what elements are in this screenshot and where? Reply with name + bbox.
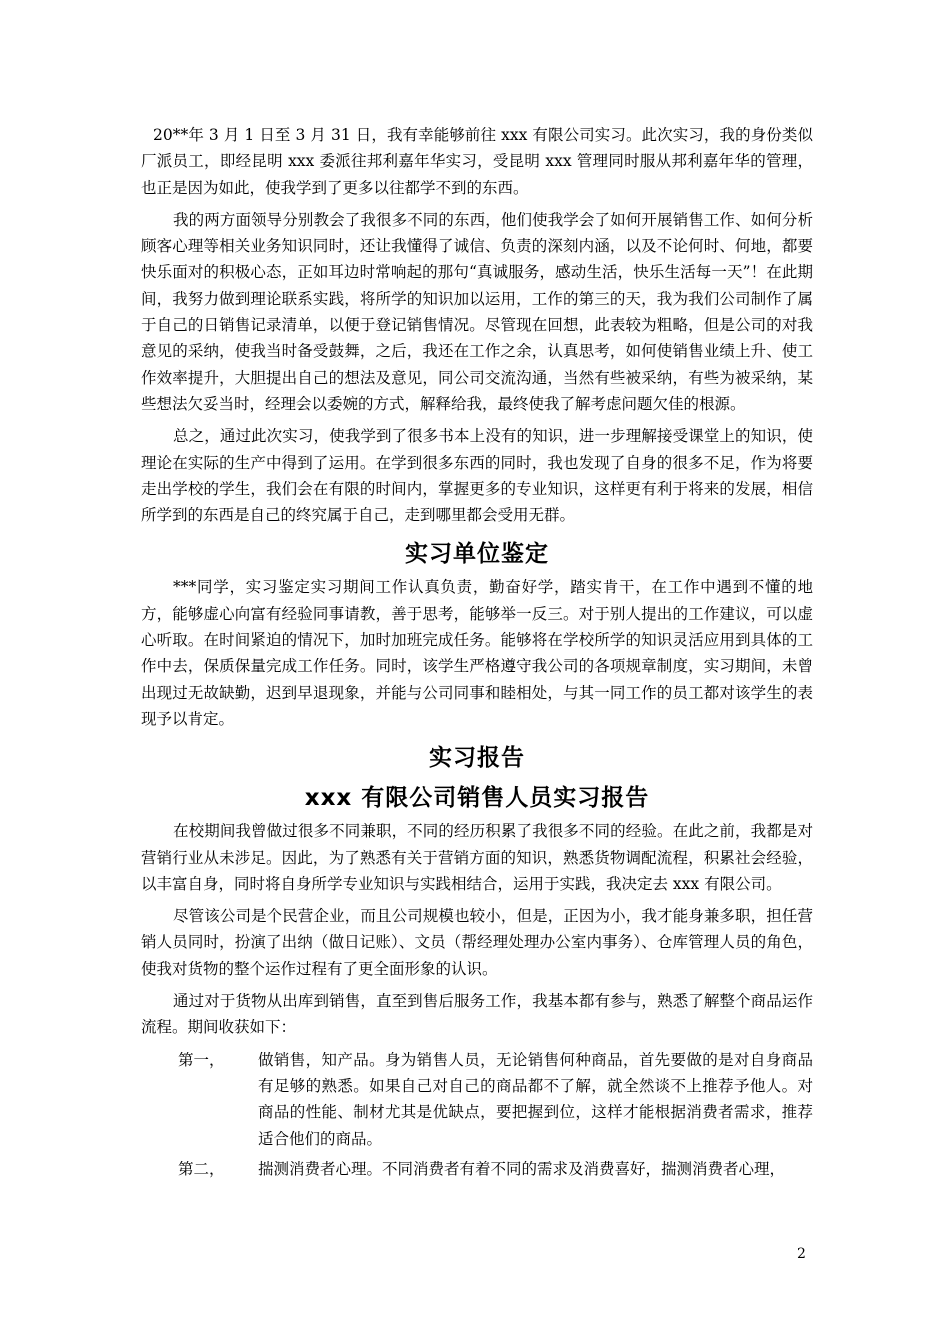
document-body [141, 122, 813, 1186]
list-item-label: 第二， [178, 1159, 225, 1178]
list-item-second [141, 1156, 813, 1182]
report-subheading: xxx 有限公司销售人员实习报告 [304, 785, 650, 812]
intro-paragraph-2: 我的两方面领导分别教会了我很多不同的东西，他们使我学会了如何开展销售工作、如何分析顾客心理等相关业务知识同时，还让我懂得了诚信、负责的深刻内涵，以及不论何时、何地，都要快乐面对的积极心态，正如耳边时常响起的那句“真诚服务，感动生活，快乐生活每一天”！在此期间，我努力做到理论联系实践，将所学的知识加以运用，工作的第三的天，我为我们公司制作了属于自己的日销售记录清单，以便于登记销售情况。尽管现在回想，此表较为粗略，但是公司的对我意见的采纳，使我当时备受鼓舞，之后，我还在工作之余，认真思考，如何使销售业绩上升、使工作效率提升，大胆提出自己的想法及意见，同公司交流沟通，当然有些被采纳，有些为被采纳，某些想法欠妥当时，经理会以委婉的方式，解释给我，最终使我了解考虑问题欠佳的根源。 [141, 210, 813, 413]
appraisal-heading: 实习单位鉴定 [405, 541, 549, 568]
list-item-text: 揣测消费者心理。不同消费者有着不同的需求及消费喜好，揣测消费者心理， [258, 1159, 786, 1178]
report-paragraph-3: 通过对于货物从出库到销售，直至到售后服务工作，我基本都有参与，熟悉了解整个商品运作流程。期间收获如下： [141, 992, 813, 1037]
report-heading: 实习报告 [429, 745, 525, 772]
list-item-label: 第一， [178, 1050, 225, 1069]
report-paragraph-1: 在校期间我曾做过很多不同兼职，不同的经历积累了我很多不同的经验。在此之前，我都是对营销行业从未涉足。因此，为了熟悉有关于营销方面的知识，熟悉货物调配流程，积累社会经验，以丰富自身，同时将自身所学专业知识与实践相结合，运用于实践，我决定去 xxx 有限公司。 [141, 822, 813, 893]
report-paragraph-2: 尽管该公司是个民营企业，而且公司规模也较小，但是，正因为小，我才能身兼多职，担任营销人员同时，扮演了出纳（做日记账）、文员（帮经理处理办公室内事务）、仓库管理人员的角色，使我对货物的整个运作过程有了更全面形象的认识。 [141, 907, 813, 978]
appraisal-paragraph: ***同学，实习鉴定实习期间工作认真负责，勤奋好学，踏实肯干，在工作中遇到不懂的地方，能够虚心向富有经验同事请教，善于思考，能够举一反三。对于别人提出的工作建议，可以虚心听取。在时间紧迫的情况下，加时加班完成任务。能够将在学校所学的知识灵活应用到具体的工作中去，保质保量完成工作任务。同时，该学生严格遵守我公司的各项规章制度，实习期间，未曾出现过无故缺勤，迟到早退现象，并能与公司同事和睦相处，与其一同工作的员工都对该学生的表现予以肯定。 [141, 578, 813, 728]
intro-paragraph-3: 总之，通过此次实习，使我学到了很多书本上没有的知识，进一步理解接受课堂上的知识，使理论在实际的生产中得到了运用。在学到很多东西的同时，我也发现了自身的很多不足，作为将要走出学校的学生，我们会在有限的时间内，掌握更多的专业知识，这样更有利于将来的发展，相信所学到的东西是自己的终究属于自己，走到哪里都会受用无群。 [141, 427, 813, 525]
list-item-first [141, 1047, 813, 1152]
page-number: 2 [797, 1246, 806, 1262]
list-item-text: 做销售，知产品。身为销售人员，无论销售何种商品，首先要做的是对自身商品有足够的熟悉。如果自己对自己的商品都不了解，就全然谈不上推荐予他人。对商品的性能、制材尤其是优缺点，要把握到位，这样才能根据消费者需求，推荐适合他们的商品。 [258, 1050, 813, 1148]
intro-paragraph-1: 20**年 3 月 1 日至 3 月 31 日，我有幸能够前往 xxx 有限公司实习。此次实习，我的身份类似厂派员工，即经昆明 xxx 委派往邦利嘉年华实习，受昆明 xxx 管理同时服从邦利嘉年华的管理，也正是因为如此，使我学到了更多以往都学不到的东西。 [141, 126, 813, 197]
